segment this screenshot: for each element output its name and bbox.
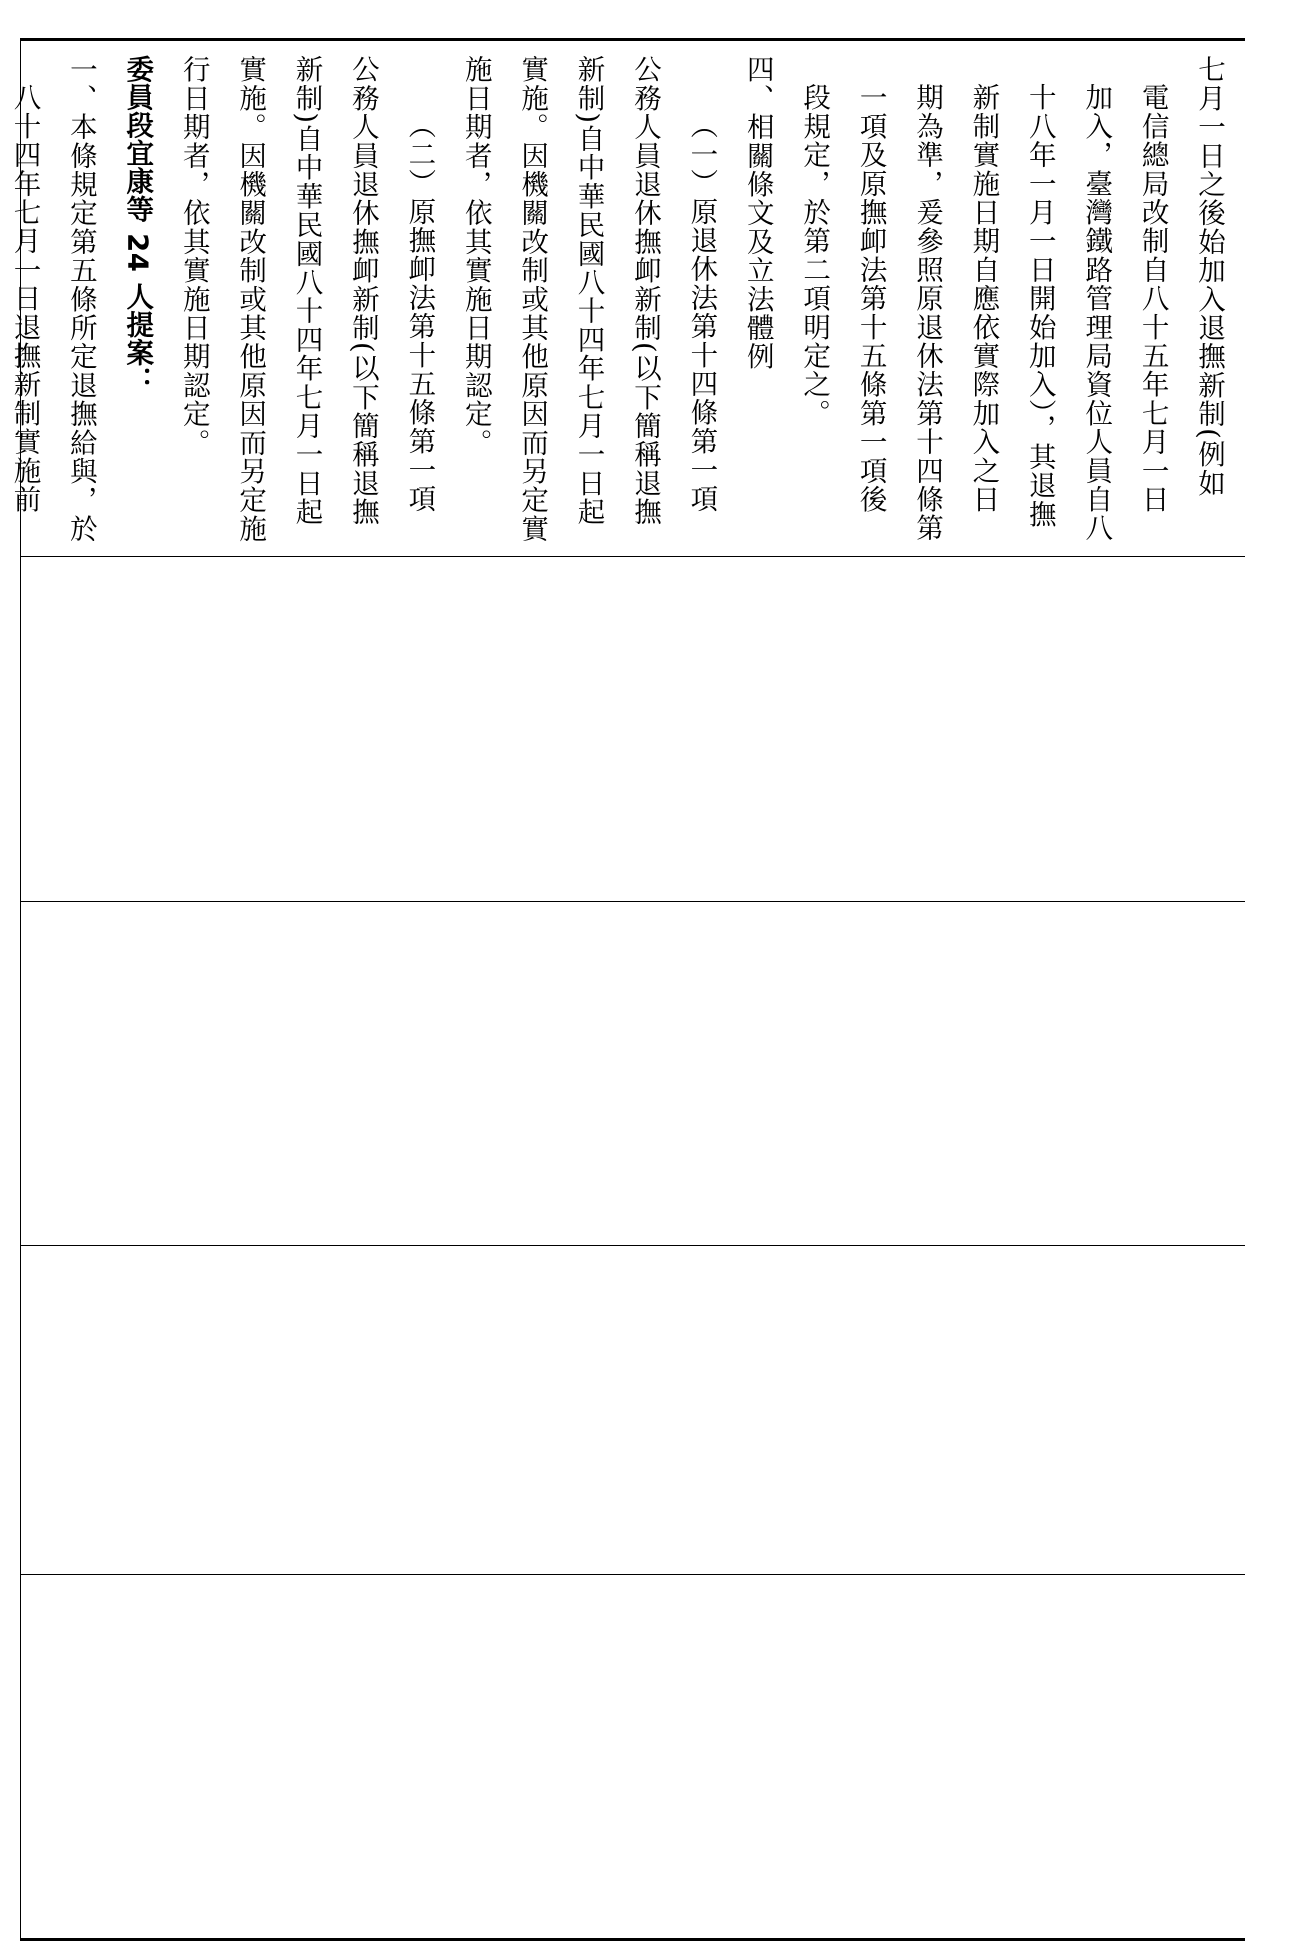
text-line: 期為準，爰參照原退休法第十四條第 bbox=[910, 83, 943, 543]
text-line: 八十四年七月一日退撫新制實施前 bbox=[8, 83, 41, 514]
text-line: 實施。因機關改制或其他原因而另定施 bbox=[234, 55, 267, 543]
text-line: 實施。因機關改制或其他原因而另定實 bbox=[516, 55, 549, 543]
table-cell-empty-4 bbox=[20, 1575, 1245, 1938]
text-line: 七月一日之後始加入退撫新制(例如 bbox=[1193, 55, 1225, 498]
table-bottom-border bbox=[20, 1938, 1245, 1941]
vertical-text-block bbox=[0, 55, 1237, 555]
text-line: 段規定，於第二項明定之。 bbox=[798, 83, 831, 428]
text-line: 新制)自中華民國八十四年七月一日起 bbox=[572, 55, 605, 527]
text-line: 新制)自中華民國八十四年七月一日起 bbox=[290, 55, 323, 527]
table-cell-empty-1 bbox=[20, 557, 1245, 901]
text-line: 加入，臺灣鐵路管理局資位人員自八 bbox=[1080, 83, 1113, 543]
text-line: 一項及原撫卹法第十五條第一項後 bbox=[854, 83, 887, 514]
text-line: 十八年一月一日開始加入），其退撫 bbox=[1023, 83, 1056, 529]
text-line: 新制實施日期自應依實際加入之日 bbox=[967, 83, 1000, 514]
text-line: 施日期者，依其實施日期認定。 bbox=[459, 55, 492, 457]
text-line: 行日期者，依其實施日期認定。 bbox=[177, 55, 210, 457]
text-line: 電信總局改制自八十五年七月一日 bbox=[1136, 83, 1169, 514]
text-line: 一、本條規定第五條所定退撫給與，於 bbox=[64, 55, 97, 543]
text-line: 公務人員退休撫卹新制(以下簡稱退撫 bbox=[628, 55, 661, 527]
subsection-heading: （二）原撫卹法第十五條第一項 bbox=[403, 111, 436, 513]
table-cell-empty-2 bbox=[20, 902, 1245, 1245]
text-line: 公務人員退休撫卹新制(以下簡稱退撫 bbox=[346, 55, 379, 527]
subsection-heading: （一）原退休法第十四條第一項 bbox=[685, 111, 718, 513]
section-heading: 四、相關條文及立法體例 bbox=[741, 55, 774, 371]
proposal-heading: 委員段宜康等 24 人提案： bbox=[121, 55, 154, 395]
table-cell-explanation bbox=[8, 41, 1245, 556]
table-cell-empty-3 bbox=[20, 1246, 1245, 1574]
